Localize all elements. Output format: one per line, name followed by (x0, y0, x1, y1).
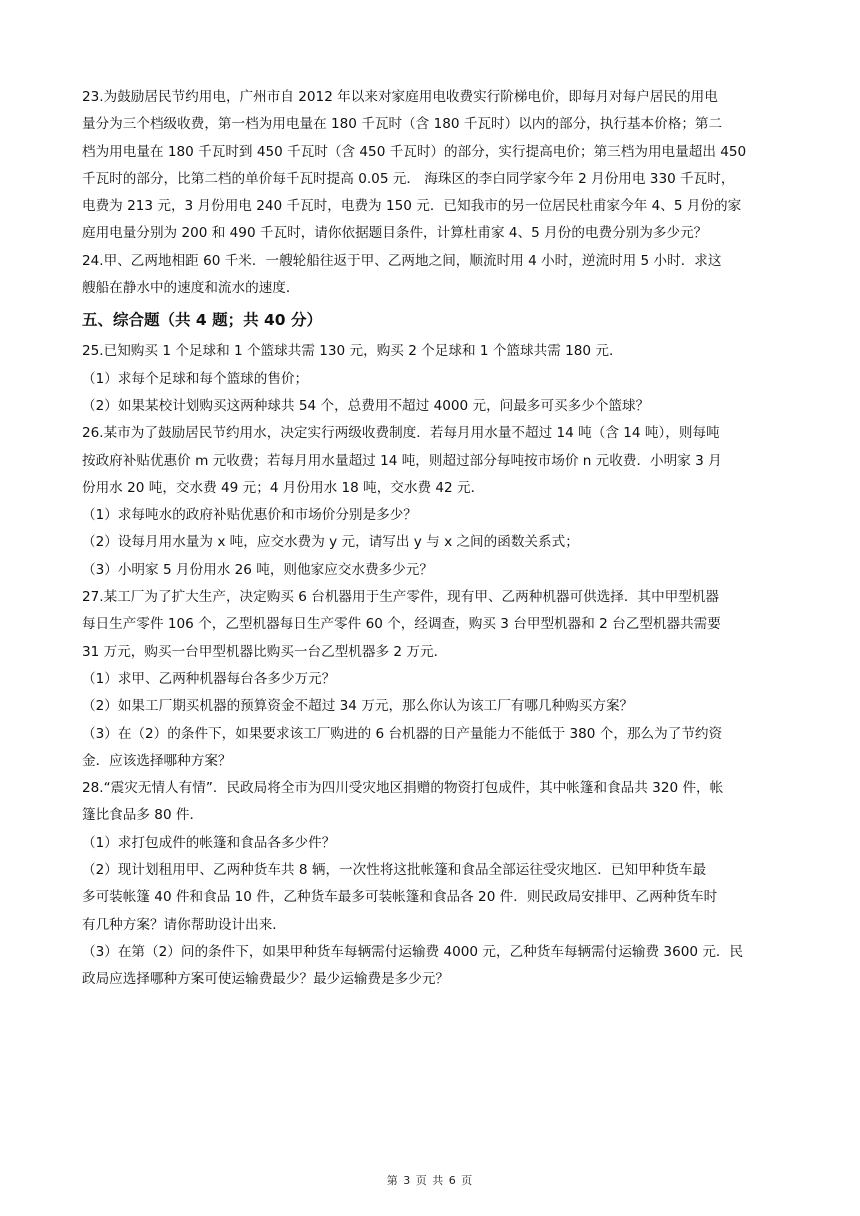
question-23 (82, 84, 782, 248)
question-28-line: 有几种方案？请你帮助设计出来． (82, 916, 286, 933)
question-27-line: 每日生产零件 106 个，乙型机器每日生产零件 60 个，经调查，购买 3 台甲型机器和 2 台乙型机器共需要 (82, 616, 721, 633)
question-27-line: 金．应该选择哪种方案？ (82, 752, 232, 769)
question-26-line: （1）求每吨水的政府补贴优惠价和市场价分别是多少？ (82, 507, 417, 524)
question-26-line: （2）设每月用水量为 x 吨，应交水费为 y 元，请写出 y 与 x 之间的函数关系式； (82, 534, 579, 551)
question-28-line: （3）在第（2）问的条件下，如果甲种货车每辆需付运输费 4000 元，乙种货车每辆需付运输费 3600 元．民 (82, 943, 744, 960)
question-25-line: （1）求每个足球和每个篮球的售价； (82, 370, 309, 387)
question-28-line: 多可装帐篷 40 件和食品 10 件，乙种货车最多可装帐篷和食品各 20 件．则民政局安排甲、乙两种货车时 (82, 889, 718, 906)
question-23-line: 档为用电量在 180 千瓦时到 450 千瓦时（含 450 千瓦时）的部分，实行提高电价；第三档为用电量超出 450 (82, 143, 747, 160)
question-27-line: （1）求甲、乙两种机器每台各多少万元？ (82, 670, 336, 687)
page-content (82, 84, 782, 994)
question-24 (82, 248, 782, 303)
question-27 (82, 584, 782, 775)
question-23-line: 量分为三个档级收费，第一档为用电量在 180 千瓦时（含 180 千瓦时）以内的部分，执行基本价格；第二 (82, 116, 723, 133)
question-24-line: 24.甲、乙两地相距 60 千米．一艘轮船往返于甲、乙两地之间，顺流时用 4 小时，逆流时用 5 小时．求这 (82, 252, 722, 269)
question-23-line: 庭用电量分别为 200 和 490 千瓦时，请你依据题目条件，计算杜甫家 4、5 月份的电费分别为多少元？ (82, 225, 708, 242)
question-23-line: 23.为鼓励居民节约用电，广州市自 2012 年以来对家庭用电收费实行阶梯电价，即每月对每户居民的用电 (82, 89, 718, 105)
question-26-line: 按政府补贴优惠价 m 元收费；若每月用水量超过 14 吨，则超过部分每吨按市场价 n 元收费．小明家 3 月 (82, 452, 722, 469)
question-26 (82, 420, 782, 584)
question-24-line: 艘船在静水中的速度和流水的速度． (82, 280, 300, 297)
question-27-line: 27.某工厂为了扩大生产，决定购买 6 台机器用于生产零件，现有甲、乙两种机器可供选择．其中甲型机器 (82, 589, 720, 606)
question-28-line: 篷比食品多 80 件． (82, 807, 204, 824)
question-27-line: （3）在（2）的条件下，如果要求该工厂购进的 6 台机器的日产量能力不能低于 380 个，那么为了节约资 (82, 725, 723, 742)
question-25-line: 25.已知购买 1 个足球和 1 个篮球共需 130 元，购买 2 个足球和 1 个篮球共需 180 元． (82, 343, 623, 360)
question-28-line: （2）现计划租用甲、乙两种货车共 8 辆，一次性将这批帐篷和食品全部运往受灾地区．已知甲种货车最 (82, 862, 707, 879)
question-27-line: 31 万元，购买一台甲型机器比购买一台乙型机器多 2 万元． (82, 643, 448, 660)
question-26-line: 26.某市为了鼓励居民节约用水，决定实行两级收费制度．若每月用水量不超过 14 吨（含 14 吨），则每吨 (82, 425, 720, 442)
question-27-line: （2）如果工厂期买机器的预算资金不超过 34 万元，那么你认为该工厂有哪几种购买方案？ (82, 698, 634, 715)
question-25-line: （2）如果某校计划购买这两种球共 54 个，总费用不超过 4000 元，问最多可买多少个篮球？ (82, 397, 650, 414)
question-28-line: （1）求打包成件的帐篷和食品各多少件？ (82, 834, 336, 851)
question-28 (82, 775, 782, 993)
question-23-line: 电费为 213 元，3 月份用电 240 千瓦时，电费为 150 元．已知我市的另一位居民杜甫家今年 4、5 月份的家 (82, 198, 742, 215)
page-footer: 第 3 页 共 6 页 (386, 1174, 474, 1187)
question-26-line: （3）小明家 5 月份用水 26 吨，则他家应交水费多少元？ (82, 561, 433, 578)
question-28-line: 28.“震灾无情人有情”．民政局将全市为四川受灾地区捐赠的物资打包成件，其中帐篷和食品共 320 件，帐 (82, 780, 724, 797)
question-23-line: 千瓦时的部分，比第二档的单价每千瓦时提高 0.05 元． 海珠区的李白同学家今年 2 月份用电 330 千瓦时， (82, 170, 735, 187)
question-26-line: 份用水 20 吨，交水费 49 元；4 月份用水 18 吨，交水费 42 元． (82, 479, 485, 496)
question-25 (82, 338, 782, 420)
section-heading: 五、综合题（共 4 题；共 40 分） (82, 311, 322, 330)
question-28-line: 政局应选择哪种方案可使运输费最少？最少运输费是多少元？ (82, 971, 450, 988)
